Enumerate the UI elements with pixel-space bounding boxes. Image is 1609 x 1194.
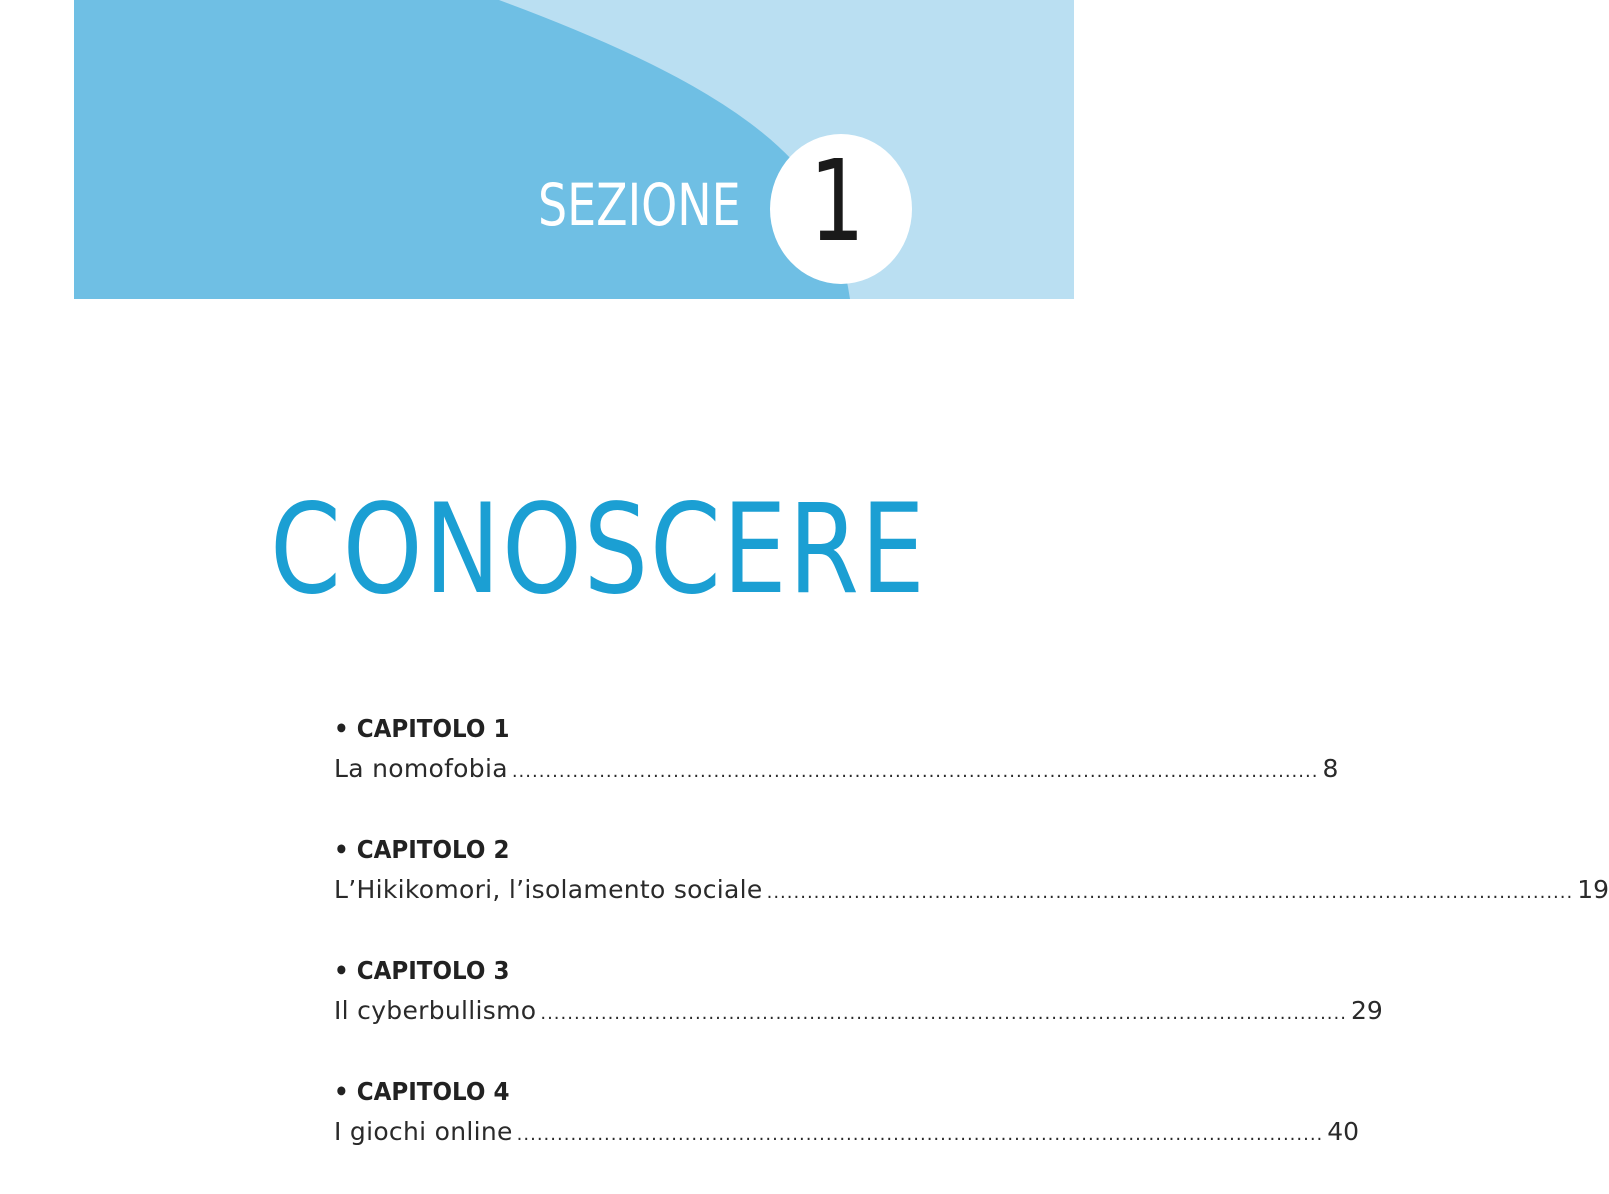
page-number: 29 <box>1350 996 1383 1025</box>
chapter-label: • CAPITOLO 2 <box>334 835 510 864</box>
toc-entry <box>334 952 1383 1073</box>
toc-entry <box>334 831 1609 952</box>
page-number: 19 <box>1577 875 1609 904</box>
dot-leader: ........................................................................................................................ <box>766 882 1574 903</box>
dot-leader: ........................................................................................................................ <box>511 761 1319 782</box>
dot-leader: ........................................................................................................................ <box>516 1124 1324 1145</box>
chapter-row <box>334 869 1609 914</box>
chapter-row <box>334 990 1383 1035</box>
chapter-label: • CAPITOLO 4 <box>334 1077 510 1106</box>
chapter-title: La nomofobia <box>334 754 508 783</box>
chapter-row <box>334 1111 1360 1156</box>
section-header-band <box>74 0 1074 299</box>
page-number: 40 <box>1327 1117 1360 1146</box>
chapter-row <box>334 748 1339 793</box>
section-number: 1 <box>809 137 865 267</box>
chapter-label: • CAPITOLO 3 <box>334 956 510 985</box>
chapter-title: I giochi online <box>334 1117 513 1146</box>
chapter-title: L’Hikikomori, l’isolamento sociale <box>334 875 763 904</box>
section-title: CONOSCERE <box>270 478 927 622</box>
page-number: 8 <box>1322 754 1339 783</box>
header-background <box>74 0 1074 299</box>
dot-leader: ........................................................................................................................ <box>540 1003 1347 1024</box>
toc-entry <box>334 1073 1360 1194</box>
section-number-circle <box>770 134 912 284</box>
toc-entry <box>334 710 1339 831</box>
section-label: SEZIONE <box>538 171 741 239</box>
chapter-label: • CAPITOLO 1 <box>334 714 510 743</box>
chapter-title: Il cyberbullismo <box>334 996 537 1025</box>
table-of-contents <box>334 710 1609 1194</box>
